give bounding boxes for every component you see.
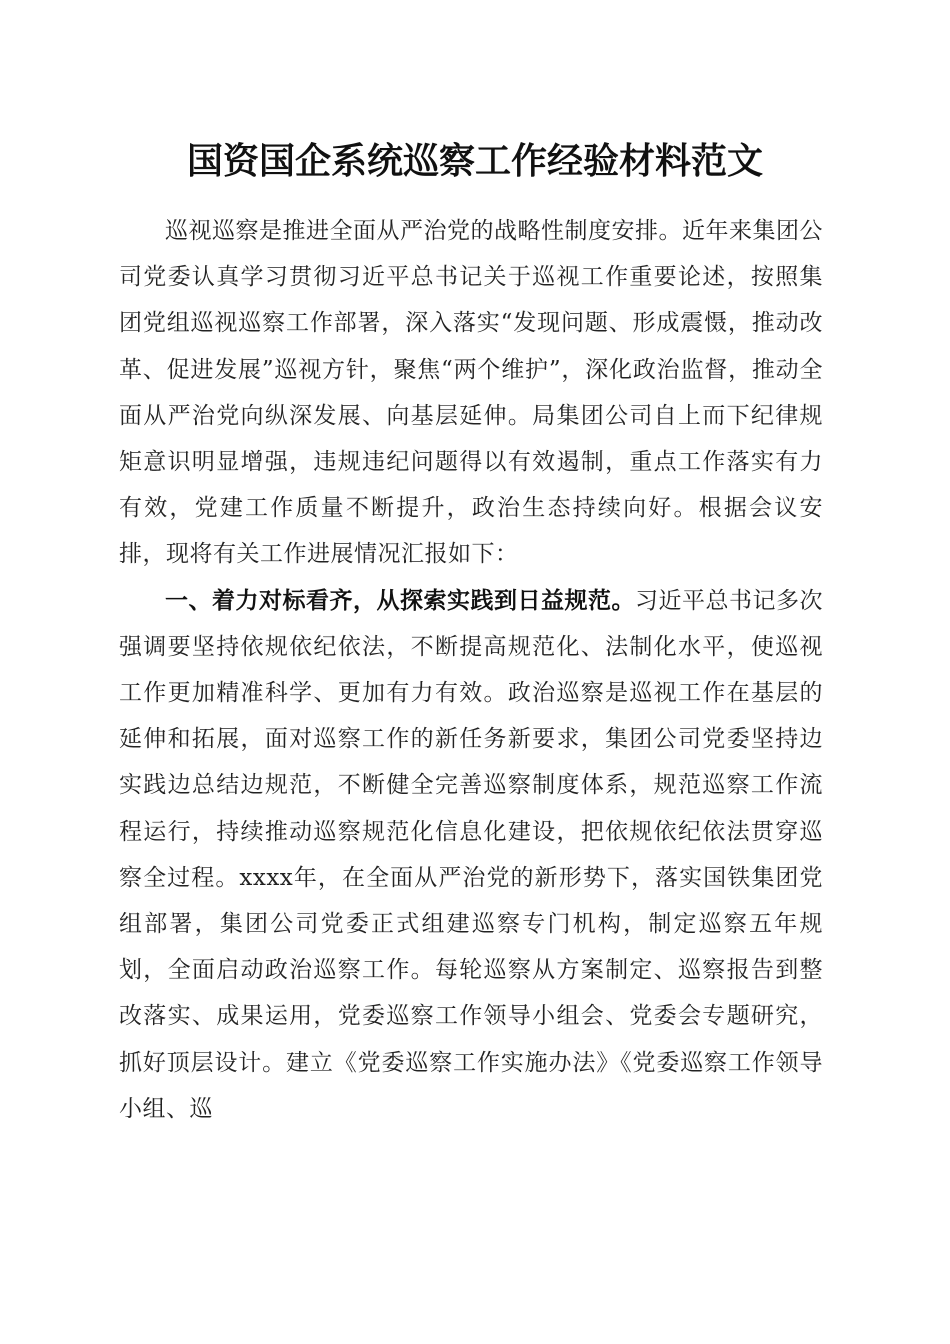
paragraph-intro-text: 巡视巡察是推进全面从严治党的战略性制度安排。近年来集团公司党委认真学习贯彻习近平总书记关于巡视工作重要论述，按照集团党组巡视巡察工作部署，深入落实“发现问题、形成震慑，推动改革、促进发展”巡视方针，聚焦“两个维护”，深化政治监督，推动全面从严治党向纵深发展、向基层延伸。局集团公司自上而下纪律规矩意识明显增强，违规违纪问题得以有效遏制，重点工作落实有力有效，党建工作质量不断提升，政治生态持续向好。根据会议安排，现将有关工作进展情况汇报如下： [119,218,823,568]
section-1-text: 习近平总书记多次强调要坚持依规依纪依法，不断提高规范化、法制化水平，使巡视工作更加精准科学、更加有力有效。政治巡察是巡视工作在基层的延伸和拓展，面对巡察工作的新任务新要求，集团公司党委坚持边实践边总结边规范，不断健全完善巡察制度体系，规范巡察工作流程运行，持续推动巡察规范化信息化建设，把依规依纪依法贯穿巡察全过程。xxxx年，在全面从严治党的新形势下，落实国铁集团党组部署，集团公司党委正式组建巡察专门机构，制定巡察五年规划，全面启动政治巡察工作。每轮巡察从方案制定、巡察报告到整改落实、成果运用，党委巡察工作领导小组会、党委会专题研究，抓好顶层设计。建立《党委巡察工作实施办法》《党委巡察工作领导小组、巡 [119,587,823,1122]
section-1-heading: 一、着力对标看齐，从探索实践到日益规范。 [165,586,635,614]
document-title: 国资国企系统巡察工作经验材料范文 [186,140,763,182]
paragraph-section-1 [119,578,823,1132]
paragraph-intro [119,208,823,578]
document-body [119,208,823,1132]
